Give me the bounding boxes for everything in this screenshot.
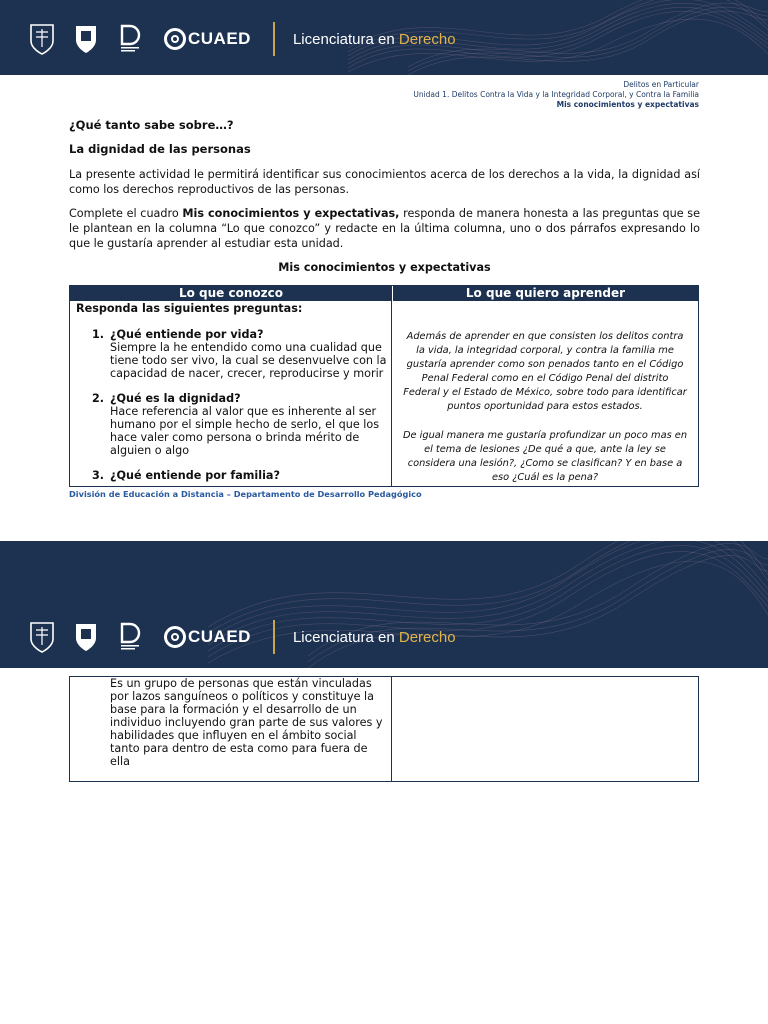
table-instruction: Responda las siguientes preguntas: [76,302,303,315]
question-number: 3. [92,469,105,482]
breadcrumb-activity: Mis conocimientos y expectativas [556,100,699,109]
breadcrumb-course: Delitos en Particular [623,80,699,89]
program-title [293,629,456,646]
learn-paragraph-2: De igual manera me gustaría profundizar un poco mas en el tema de lesiones ¿De qué a que, ante la ley se considera una lesión?, ¿Como se clasifican? Y en base a eso ¿Cuál es la pena? [402,430,688,483]
question-text: ¿Qué entiende por vida? [110,328,264,341]
question-text: ¿Qué entiende por familia? [110,469,280,482]
program-prefix: Licenciatura en [292,30,399,48]
cuaed-ring-icon [164,626,186,648]
column-header-known: Lo que conozco [70,286,393,301]
knowledge-table-continued [69,676,699,782]
cuaed-ring-icon [164,28,186,50]
unam-crest-icon [28,22,56,56]
header-logos [28,22,456,56]
breadcrumb-unit: Unidad 1. Delitos Contra la Vida y la Integridad Corporal, y Contra la Familia [413,90,699,99]
instructions-paragraph [69,206,700,251]
knowledge-table [69,285,699,487]
cuaed-label: CUAED [188,29,251,48]
question-item [92,392,391,457]
question-item [92,469,391,482]
instructions-suffix: responda de manera honesta a las preguntas que se le plantean en la columna “Lo que conozco” y redacte en la última columna, uno o dos párrafos expresando lo que le gustaría aprender al estudiar esta unidad. [69,207,700,250]
known-cell [70,301,392,486]
header-divider [273,620,275,654]
question-answer: Hace referencia al valor que es inherente al ser humano por el simple hecho de serlo, el que los hace valer como persona o brinda mérito de alguien o algo [110,405,380,457]
question-text: ¿Qué es la dignidad? [110,392,241,405]
table-title: Mis conocimientos y expectativas [278,261,491,274]
learn-cell [392,677,698,781]
program-accent: Derecho [398,30,456,48]
question-item [92,328,391,380]
program-accent: Derecho [398,628,456,646]
header-divider [273,22,275,56]
division-logo-icon [116,620,144,654]
cuaed-label: CUAED [188,627,251,646]
learn-cell [392,301,698,486]
page-heading: ¿Qué tanto sabe sobre…? [69,118,234,132]
cuaed-logo [164,626,251,648]
question-number: 2. [92,392,105,405]
page-subheading: La dignidad de las personas [69,142,251,156]
shield-icon [72,22,100,56]
header-logos-page2 [28,620,456,654]
instructions-prefix: Complete el cuadro [69,207,183,220]
program-prefix: Licenciatura en [292,628,399,646]
table-row [70,301,698,486]
cuaed-logo [164,28,251,50]
known-cell [70,677,392,781]
table-header [70,286,698,301]
page-footer: División de Educación a Distancia – Departamento de Desarrollo Pedagógico [69,489,422,499]
column-header-learn: Lo que quiero aprender [465,286,626,300]
table-row [70,677,698,781]
unam-crest-icon [28,620,56,654]
breadcrumb [413,80,699,110]
shield-icon [72,620,100,654]
intro-paragraph: La presente actividad le permitirá identificar sus conocimientos acerca de los derechos a la vida, la dignidad así como los derechos reproductivos de las personas. [69,168,700,196]
question-answer: Es un grupo de personas que están vinculadas por lazos sanguíneos o políticos y constituye la base para la formación y el desarrollo de un individuo incluyendo gran parte de sus valores y habilidades que influyen en el ámbito social tanto para dentro de esta como para fuera de ella [110,677,383,768]
learn-paragraph-1: Además de aprender en que consisten los delitos contra la vida, la integridad corporal, y contra la familia me gustaría aprender como son penados tanto en el Código Penal Federal como en el Código Penal del distrito Federal y el Estado de México, sobre todo para identificar puntos oportunidad para estos estados. [403,331,687,412]
division-logo-icon [116,22,144,56]
instructions-bold: Mis conocimientos y expectativas, [182,207,400,220]
program-title [293,31,456,48]
question-answer: Siempre la he entendido como una cualidad que tiene todo ser vivo, la cual se desenvuelve con la capacidad de nacer, crecer, reproducirse y morir [110,341,387,380]
question-number: 1. [92,328,105,341]
